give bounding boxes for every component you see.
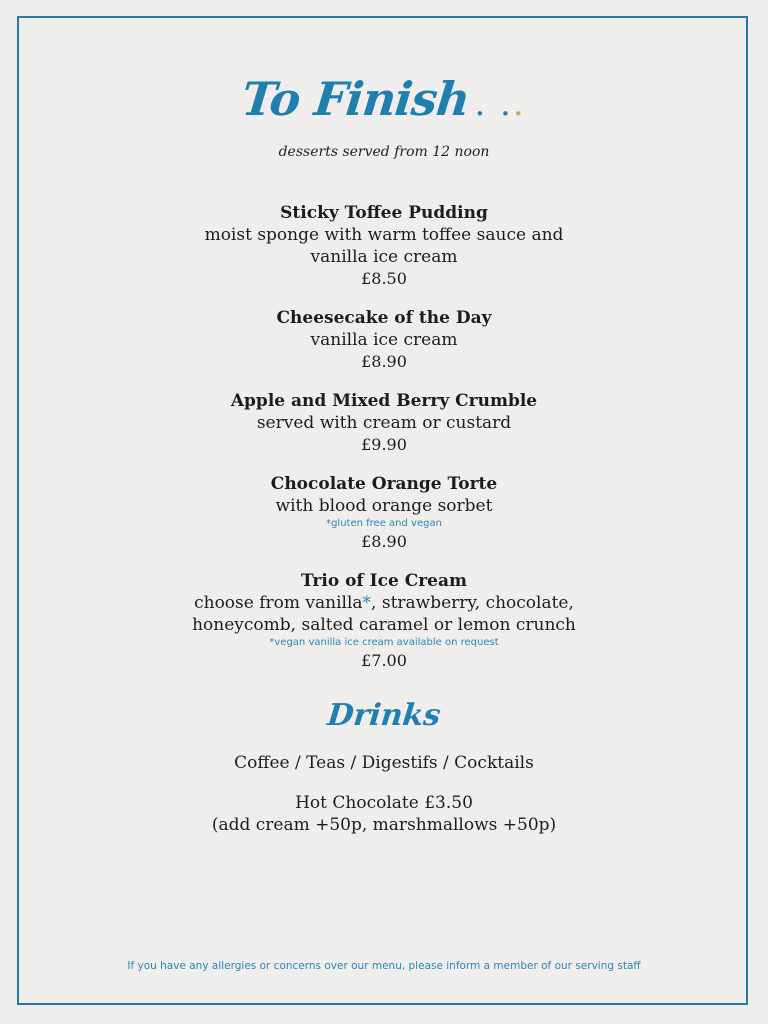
- drinks-list: Coffee / Teas / Digestifs / Cocktails: [234, 753, 534, 773]
- item-price: £9.90: [361, 435, 407, 454]
- item-name: Apple and Mixed Berry Crumble: [230, 391, 538, 411]
- menu-item-cheesecake: [0, 307, 768, 373]
- item-description-part-1: choose from vanilla: [194, 593, 363, 613]
- item-price: £7.00: [361, 651, 407, 670]
- page-subtitle: desserts served from 12 noon: [278, 144, 490, 160]
- item-name: Sticky Toffee Pudding: [280, 203, 488, 223]
- item-description: [0, 592, 768, 614]
- menu-item-torte: [0, 473, 768, 553]
- vegan-star: *: [362, 593, 372, 613]
- item-description-2: honeycomb, salted caramel or lemon crunch: [192, 615, 576, 635]
- menu-header: [0, 72, 768, 126]
- page-title: To Finish: [239, 72, 473, 126]
- hot-chocolate: Hot Chocolate £3.50: [295, 793, 473, 813]
- item-name: Chocolate Orange Torte: [270, 474, 498, 494]
- menu-item-ice-cream: [0, 570, 768, 672]
- title-dots-blue: . .: [474, 84, 513, 124]
- hot-chocolate-extras: (add cream +50p, marshmallows +50p): [211, 815, 557, 835]
- drinks-title: Drinks: [325, 698, 443, 733]
- item-description-part-2: , strawberry, chocolate,: [371, 593, 574, 613]
- item-price: £8.90: [361, 532, 407, 551]
- item-description: moist sponge with warm toffee sauce and: [204, 225, 564, 245]
- item-name: Cheesecake of the Day: [276, 308, 492, 328]
- item-description: vanilla ice cream: [310, 330, 458, 350]
- title-dot-gold: .: [512, 84, 526, 124]
- item-price: £8.90: [361, 352, 407, 371]
- item-name: Trio of Ice Cream: [301, 571, 467, 591]
- dietary-note: *vegan vanilla ice cream available on request: [269, 637, 499, 648]
- item-description: with blood orange sorbet: [275, 496, 493, 516]
- menu-item-crumble: [0, 390, 768, 456]
- dietary-note: *gluten free and vegan: [326, 518, 442, 529]
- allergy-notice: If you have any allergies or concerns over our menu, please inform a member of our serving staff: [127, 960, 641, 972]
- menu-item-sticky-toffee: [0, 202, 768, 290]
- item-description-2: vanilla ice cream: [310, 247, 458, 267]
- title-dots: [474, 84, 525, 124]
- item-price: £8.50: [361, 269, 407, 288]
- item-description: served with cream or custard: [256, 413, 512, 433]
